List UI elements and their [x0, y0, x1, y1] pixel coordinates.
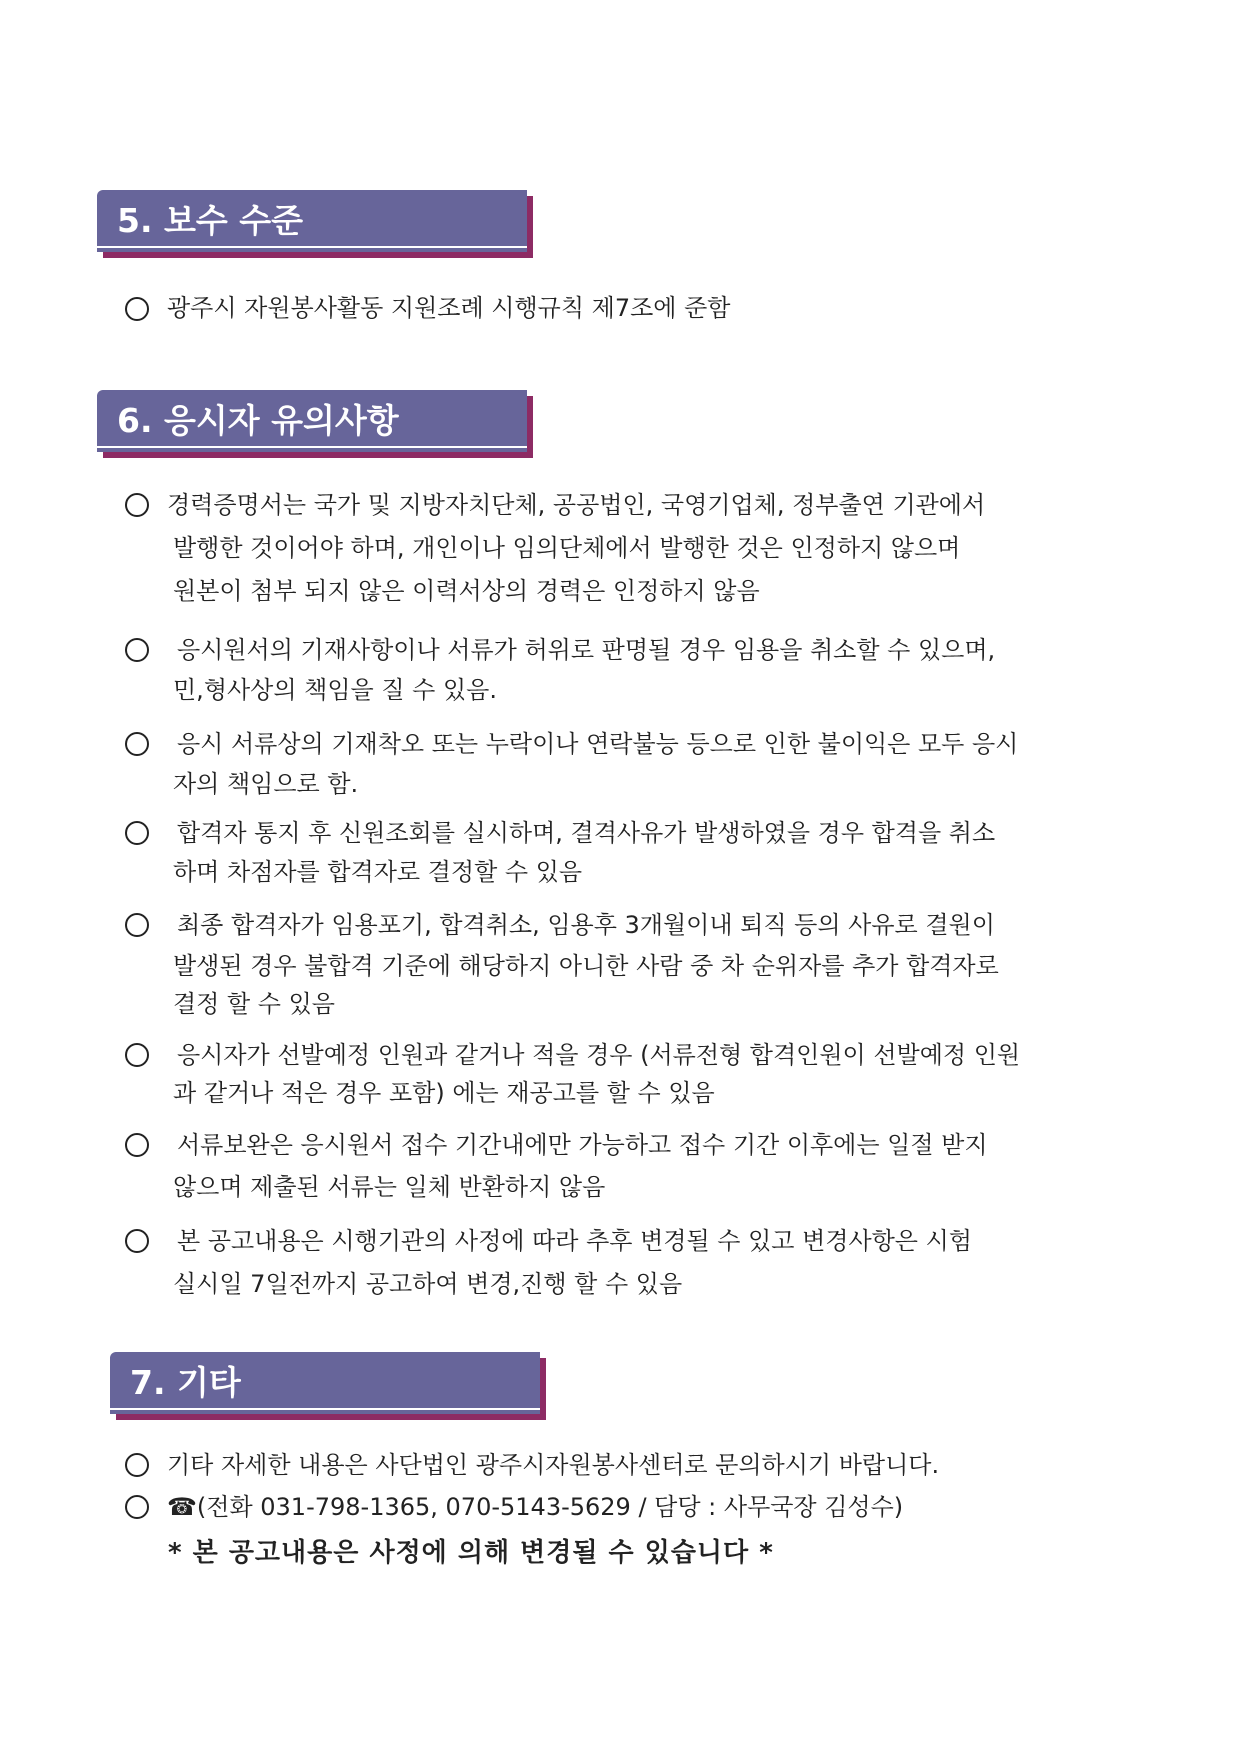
circle-bullet-icon: [125, 1133, 149, 1157]
change-notice: * 본 공고내용은 사정에 의해 변경될 수 있습니다 *: [168, 1538, 774, 1568]
phone-icon: ☎: [167, 1493, 197, 1521]
section-6-title: 6. 응시자 유의사항: [97, 390, 527, 452]
circle-bullet-icon: [125, 913, 149, 937]
section-5-title: 5. 보수 수준: [97, 190, 527, 252]
section-7-title: 7. 기타: [110, 1352, 540, 1414]
circle-bullet-icon: [125, 732, 149, 756]
circle-bullet-icon: [125, 1495, 149, 1519]
circle-bullet-icon: [125, 821, 149, 845]
circle-bullet-icon: [125, 297, 149, 321]
circle-bullet-icon: [125, 1453, 149, 1477]
circle-bullet-icon: [125, 638, 149, 662]
circle-bullet-icon: [125, 493, 149, 517]
circle-bullet-icon: [125, 1229, 149, 1253]
circle-bullet-icon: [125, 1043, 149, 1067]
